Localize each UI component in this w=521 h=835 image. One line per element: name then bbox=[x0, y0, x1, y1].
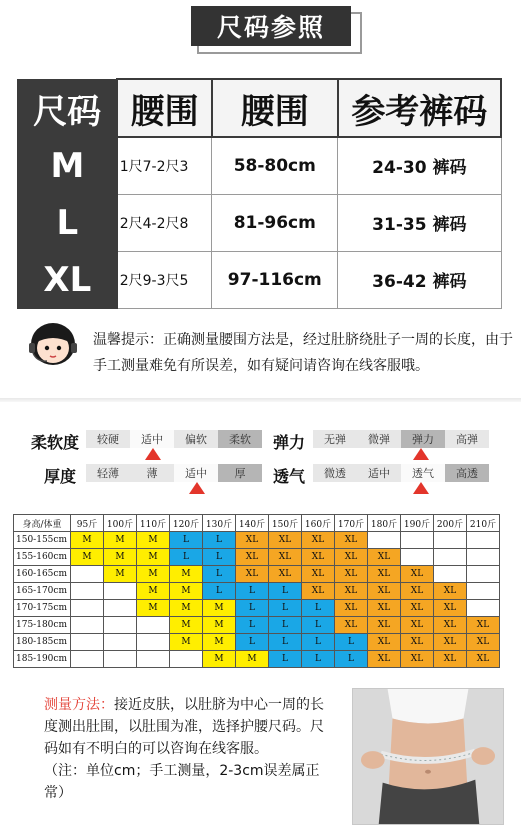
title-banner bbox=[191, 6, 362, 54]
grid-size-cell: M bbox=[137, 600, 170, 617]
page-title: 尺码参照 bbox=[191, 6, 351, 46]
scale-option: 柔软 bbox=[218, 430, 262, 448]
grid-size-cell: XL bbox=[368, 600, 401, 617]
grid-size-cell: M bbox=[170, 617, 203, 634]
grid-size-cell: XL bbox=[302, 532, 335, 549]
grid-size-cell: XL bbox=[335, 600, 368, 617]
grid-weight-header: 180斤 bbox=[368, 515, 401, 532]
grid-size-cell bbox=[137, 634, 170, 651]
waist-chi-cell: 2尺9-3尺5 bbox=[117, 251, 212, 308]
scale-option: 高弹 bbox=[445, 430, 489, 448]
grid-size-cell: XL bbox=[236, 566, 269, 583]
grid-size-cell: XL bbox=[467, 634, 500, 651]
grid-size-cell: XL bbox=[467, 651, 500, 668]
grid-size-cell: M bbox=[170, 600, 203, 617]
breathability-scale bbox=[313, 464, 489, 482]
grid-row bbox=[14, 532, 500, 549]
grid-size-cell: M bbox=[104, 549, 137, 566]
size-table-header bbox=[18, 79, 502, 137]
grid-weight-header: 210斤 bbox=[467, 515, 500, 532]
attr-label-elasticity: 弹力 bbox=[273, 433, 306, 452]
grid-size-cell: M bbox=[104, 566, 137, 583]
grid-size-cell: M bbox=[170, 583, 203, 600]
grid-size-cell: M bbox=[203, 600, 236, 617]
scale-option: 偏软 bbox=[174, 430, 218, 448]
grid-size-cell: XL bbox=[335, 583, 368, 600]
header-waist-chi: 腰围 bbox=[117, 79, 212, 137]
grid-size-cell: XL bbox=[368, 583, 401, 600]
grid-size-cell bbox=[434, 549, 467, 566]
grid-height-label: 175-180cm bbox=[14, 617, 71, 634]
grid-size-cell: XL bbox=[302, 566, 335, 583]
grid-weight-header: 170斤 bbox=[335, 515, 368, 532]
grid-size-cell: XL bbox=[434, 600, 467, 617]
grid-size-cell bbox=[137, 651, 170, 668]
size-row-m bbox=[18, 137, 502, 194]
customer-service-avatar-icon bbox=[23, 317, 83, 369]
grid-weight-header: 140斤 bbox=[236, 515, 269, 532]
grid-weight-header: 130斤 bbox=[203, 515, 236, 532]
grid-size-cell bbox=[401, 549, 434, 566]
grid-size-cell bbox=[137, 617, 170, 634]
grid-size-cell: XL bbox=[401, 566, 434, 583]
method-note: （注：单位cm；手工测量，2-3cm误差属正常） bbox=[44, 763, 320, 801]
grid-size-cell: XL bbox=[236, 532, 269, 549]
grid-size-cell: M bbox=[170, 634, 203, 651]
grid-row bbox=[14, 617, 500, 634]
grid-size-cell: L bbox=[335, 651, 368, 668]
grid-size-cell: L bbox=[302, 634, 335, 651]
grid-size-cell: L bbox=[236, 634, 269, 651]
grid-row bbox=[14, 651, 500, 668]
elasticity-marker-icon bbox=[413, 448, 429, 460]
grid-height-label: 150-155cm bbox=[14, 532, 71, 549]
grid-corner-label: 身高/体重 bbox=[14, 515, 71, 532]
waist-chi-cell: 2尺4-2尺8 bbox=[117, 194, 212, 251]
grid-size-cell bbox=[71, 600, 104, 617]
grid-size-cell: XL bbox=[368, 634, 401, 651]
grid-height-label: 165-170cm bbox=[14, 583, 71, 600]
warm-tip bbox=[93, 327, 513, 379]
grid-weight-header: 160斤 bbox=[302, 515, 335, 532]
grid-size-cell bbox=[434, 532, 467, 549]
grid-size-cell: XL bbox=[467, 617, 500, 634]
grid-size-cell: L bbox=[203, 566, 236, 583]
grid-size-cell: XL bbox=[401, 583, 434, 600]
scale-option: 无弹 bbox=[313, 430, 357, 448]
grid-row bbox=[14, 583, 500, 600]
softness-marker-icon bbox=[145, 448, 161, 460]
grid-size-cell: M bbox=[203, 617, 236, 634]
grid-size-cell: L bbox=[302, 617, 335, 634]
grid-size-cell: L bbox=[203, 583, 236, 600]
grid-size-cell: XL bbox=[434, 651, 467, 668]
grid-size-cell bbox=[71, 651, 104, 668]
grid-size-cell: XL bbox=[335, 532, 368, 549]
grid-header-row bbox=[14, 515, 500, 532]
grid-size-cell: XL bbox=[401, 634, 434, 651]
grid-size-cell: L bbox=[269, 651, 302, 668]
grid-size-cell: M bbox=[71, 532, 104, 549]
pants-size-cell: 36-42 裤码 bbox=[338, 251, 501, 308]
waist-chi-cell: 1尺7-2尺3 bbox=[117, 137, 212, 194]
grid-size-cell: XL bbox=[269, 549, 302, 566]
method-label: 测量方法： bbox=[44, 697, 114, 713]
grid-size-cell: M bbox=[203, 651, 236, 668]
thickness-scale bbox=[86, 464, 262, 482]
grid-size-cell: XL bbox=[401, 617, 434, 634]
grid-size-cell: M bbox=[137, 583, 170, 600]
grid-size-cell bbox=[71, 617, 104, 634]
grid-weight-header: 150斤 bbox=[269, 515, 302, 532]
grid-weight-header: 190斤 bbox=[401, 515, 434, 532]
grid-size-cell: XL bbox=[269, 532, 302, 549]
grid-weight-header: 200斤 bbox=[434, 515, 467, 532]
header-size: 尺码 bbox=[18, 79, 118, 137]
grid-size-cell: L bbox=[302, 600, 335, 617]
size-row-l bbox=[18, 194, 502, 251]
scale-option-selected: 适中 bbox=[130, 430, 174, 448]
grid-size-cell: L bbox=[335, 634, 368, 651]
grid-size-cell bbox=[104, 600, 137, 617]
attr-label-breathability: 透气 bbox=[273, 467, 306, 486]
grid-row bbox=[14, 600, 500, 617]
grid-size-cell bbox=[104, 617, 137, 634]
grid-size-cell: XL bbox=[236, 549, 269, 566]
scale-option: 适中 bbox=[357, 464, 401, 482]
grid-size-cell bbox=[434, 566, 467, 583]
height-weight-grid bbox=[13, 514, 500, 668]
softness-scale bbox=[86, 430, 262, 448]
grid-size-cell: L bbox=[269, 600, 302, 617]
grid-size-cell: L bbox=[236, 583, 269, 600]
grid-size-cell: L bbox=[269, 634, 302, 651]
grid-weight-header: 110斤 bbox=[137, 515, 170, 532]
grid-height-label: 160-165cm bbox=[14, 566, 71, 583]
breathability-marker-icon bbox=[413, 482, 429, 494]
grid-size-cell bbox=[467, 600, 500, 617]
attr-label-softness: 柔软度 bbox=[31, 433, 80, 452]
grid-size-cell: L bbox=[236, 617, 269, 634]
grid-size-cell bbox=[170, 651, 203, 668]
scale-option: 微透 bbox=[313, 464, 357, 482]
grid-size-cell: L bbox=[203, 549, 236, 566]
grid-size-cell: M bbox=[137, 532, 170, 549]
grid-row bbox=[14, 566, 500, 583]
grid-weight-header: 120斤 bbox=[170, 515, 203, 532]
grid-size-cell bbox=[71, 566, 104, 583]
grid-size-cell bbox=[467, 532, 500, 549]
grid-weight-header: 95斤 bbox=[71, 515, 104, 532]
grid-size-cell: M bbox=[203, 634, 236, 651]
grid-size-cell bbox=[467, 583, 500, 600]
waist-measure-photo bbox=[352, 688, 504, 825]
scale-option-selected: 适中 bbox=[174, 464, 218, 482]
grid-size-cell bbox=[401, 532, 434, 549]
grid-row bbox=[14, 549, 500, 566]
measure-method bbox=[44, 694, 332, 804]
grid-size-cell: XL bbox=[269, 566, 302, 583]
grid-size-cell: XL bbox=[434, 583, 467, 600]
grid-size-cell: M bbox=[104, 532, 137, 549]
grid-size-cell: L bbox=[203, 532, 236, 549]
grid-height-label: 185-190cm bbox=[14, 651, 71, 668]
grid-height-label: 180-185cm bbox=[14, 634, 71, 651]
section-divider bbox=[0, 398, 521, 402]
size-cell: XL bbox=[18, 251, 118, 308]
grid-size-cell: XL bbox=[335, 566, 368, 583]
grid-size-cell: XL bbox=[335, 549, 368, 566]
grid-size-cell: L bbox=[170, 549, 203, 566]
scale-option: 较硬 bbox=[86, 430, 130, 448]
grid-size-cell: XL bbox=[401, 651, 434, 668]
scale-option: 轻薄 bbox=[86, 464, 130, 482]
grid-size-cell bbox=[467, 566, 500, 583]
scale-option: 微弹 bbox=[357, 430, 401, 448]
grid-size-cell: XL bbox=[434, 634, 467, 651]
grid-size-cell: L bbox=[269, 583, 302, 600]
attr-label-thickness: 厚度 bbox=[44, 467, 77, 486]
pants-size-cell: 31-35 裤码 bbox=[338, 194, 501, 251]
size-table bbox=[17, 78, 502, 309]
grid-size-cell: XL bbox=[368, 617, 401, 634]
grid-size-cell: XL bbox=[368, 566, 401, 583]
grid-size-cell bbox=[104, 651, 137, 668]
pants-size-cell: 24-30 裤码 bbox=[338, 137, 501, 194]
elasticity-scale bbox=[313, 430, 489, 448]
grid-size-cell: L bbox=[170, 532, 203, 549]
waist-cm-cell: 97-116cm bbox=[212, 251, 338, 308]
grid-size-cell bbox=[71, 634, 104, 651]
scale-option-selected: 透气 bbox=[401, 464, 445, 482]
grid-size-cell: M bbox=[236, 651, 269, 668]
grid-height-label: 155-160cm bbox=[14, 549, 71, 566]
grid-size-cell bbox=[71, 583, 104, 600]
thickness-marker-icon bbox=[189, 482, 205, 494]
waist-cm-cell: 58-80cm bbox=[212, 137, 338, 194]
grid-size-cell bbox=[104, 583, 137, 600]
grid-size-cell: XL bbox=[368, 651, 401, 668]
scale-option-selected: 弹力 bbox=[401, 430, 445, 448]
grid-size-cell: L bbox=[269, 617, 302, 634]
grid-row bbox=[14, 634, 500, 651]
grid-height-label: 170-175cm bbox=[14, 600, 71, 617]
header-waist-cm: 腰围 bbox=[212, 79, 338, 137]
grid-size-cell bbox=[104, 634, 137, 651]
header-pants-size: 参考裤码 bbox=[338, 79, 501, 137]
tip-text: 正确测量腰围方法是，经过肚脐绕肚子一周的长度，由于手工测量难免有所误差，如有疑问请咨询在线客服哦。 bbox=[93, 332, 513, 374]
size-cell: M bbox=[18, 137, 118, 194]
scale-option: 高透 bbox=[445, 464, 489, 482]
grid-size-cell: M bbox=[71, 549, 104, 566]
grid-size-cell bbox=[368, 532, 401, 549]
scale-option: 薄 bbox=[130, 464, 174, 482]
grid-weight-header: 100斤 bbox=[104, 515, 137, 532]
size-row-xl bbox=[18, 251, 502, 308]
grid-size-cell: M bbox=[137, 566, 170, 583]
scale-option: 厚 bbox=[218, 464, 262, 482]
grid-size-cell: XL bbox=[401, 600, 434, 617]
size-cell: L bbox=[18, 194, 118, 251]
grid-size-cell: M bbox=[170, 566, 203, 583]
grid-size-cell bbox=[467, 549, 500, 566]
grid-size-cell: L bbox=[302, 651, 335, 668]
grid-size-cell: M bbox=[137, 549, 170, 566]
waist-cm-cell: 81-96cm bbox=[212, 194, 338, 251]
tip-label: 温馨提示： bbox=[93, 332, 163, 348]
grid-size-cell: XL bbox=[302, 549, 335, 566]
method-text: 接近皮肤，以肚脐为中心一周的长度测出肚围，以肚围为准，选择护腰尺码。尺码如有不明白的可以咨询在线客服。 bbox=[44, 697, 324, 757]
grid-size-cell: XL bbox=[302, 583, 335, 600]
grid-size-cell: XL bbox=[368, 549, 401, 566]
grid-size-cell: XL bbox=[335, 617, 368, 634]
grid-size-cell: L bbox=[236, 600, 269, 617]
grid-size-cell: XL bbox=[434, 617, 467, 634]
